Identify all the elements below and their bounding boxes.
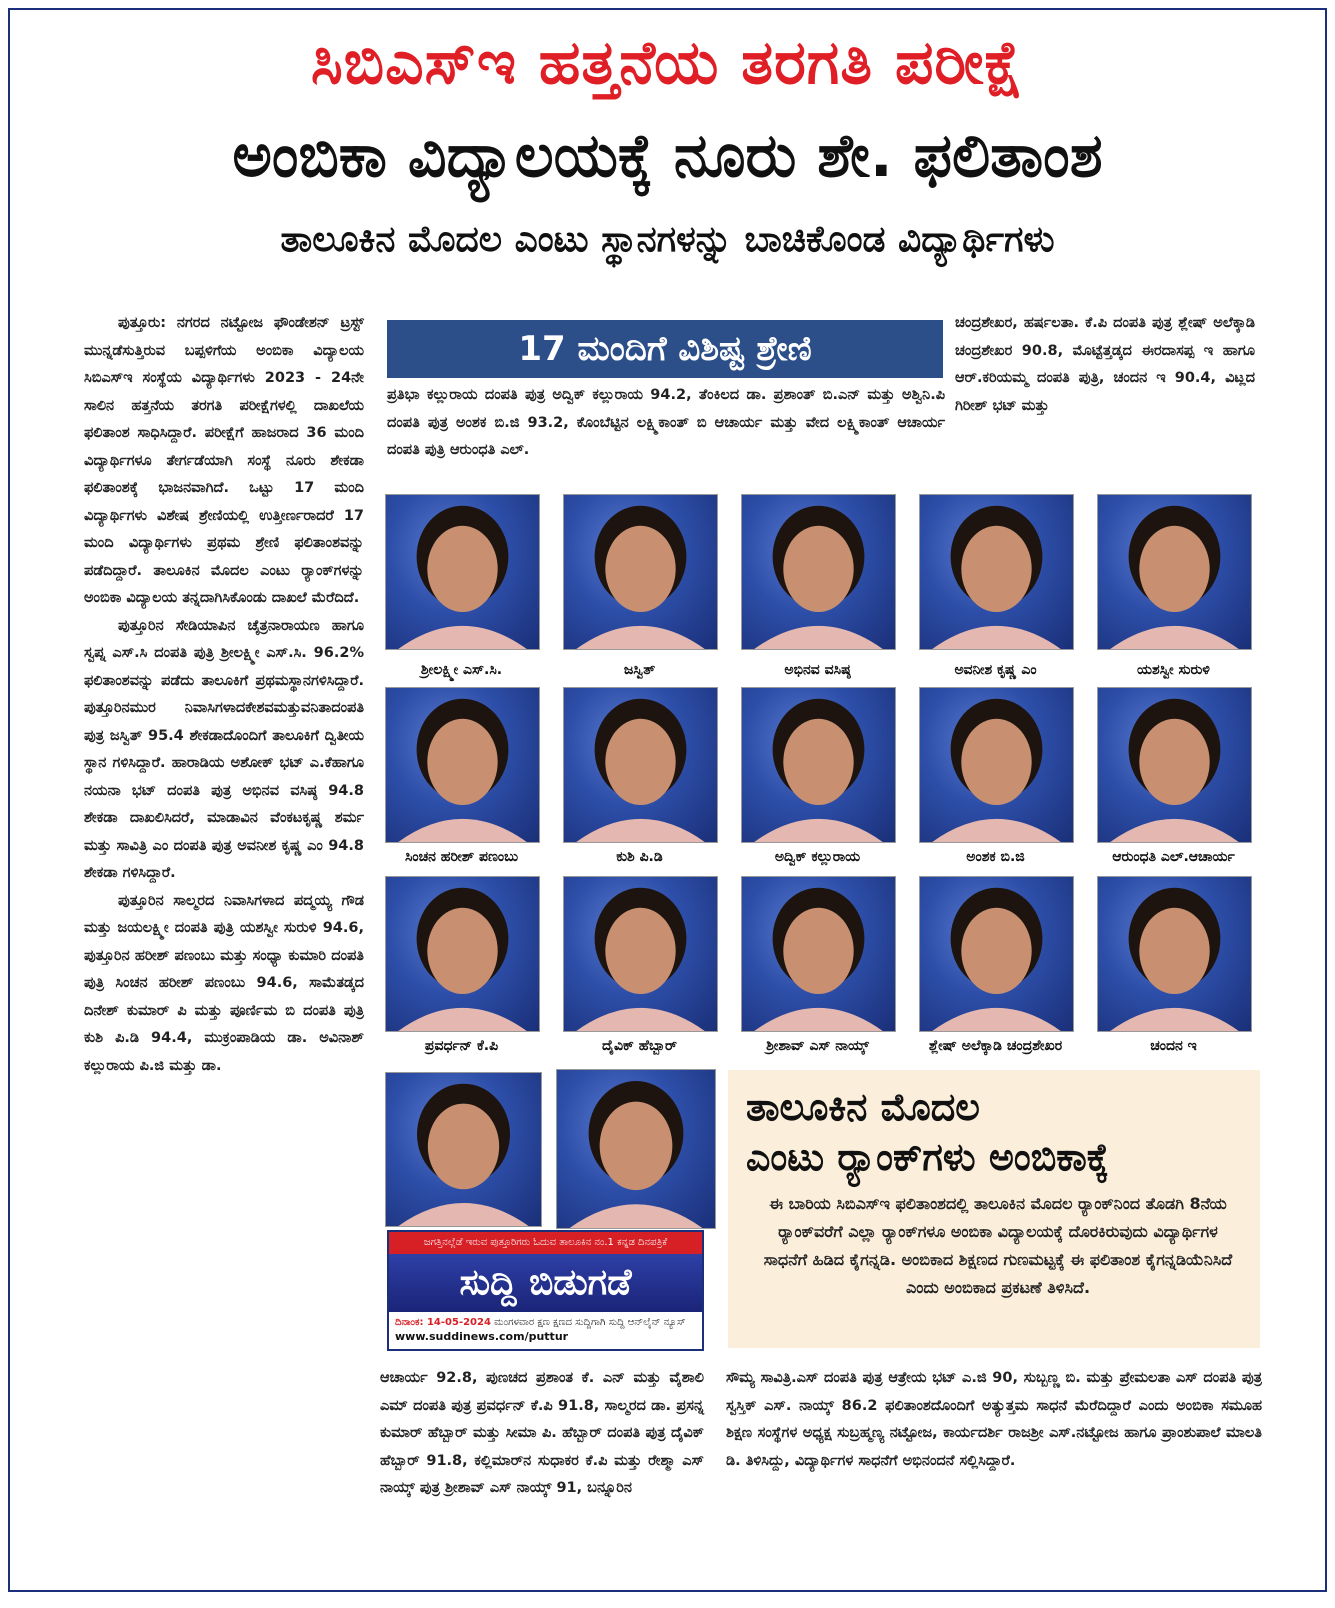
student-photo [385, 1072, 542, 1227]
student-photo [919, 687, 1074, 843]
student-photo [385, 494, 540, 650]
portrait-silhouette [564, 688, 717, 842]
shirt-shape [754, 626, 883, 649]
face-shape [961, 908, 1031, 994]
portrait-silhouette [920, 877, 1073, 1031]
rank-box-text: ಈ ಬಾರಿಯ ಸಿಬಿಎಸ್‌ಇ ಫಲಿತಾಂಶದಲ್ಲಿ ತಾಲೂಕಿನ ಮೊದಲ ರ್‍ಯಾಂಕ್‌ನಿಂದ ತೊಡಗಿ 8ನೆಯ ರ್‍ಯಾಂಕ್‌ವರೆಗೆ ಎಲ್ಲಾ ರ್‍ಯಾಂಕ್‌ಗಳೂ ಅಂಬಿಕಾ ವಿದ್ಯಾಲಯಕ್ಕೆ ದೊರಕಿರುವುದು ವಿದ್ಯಾರ್ಥಿಗಳ ಸಾಧನೆಗೆ ಹಿಡಿದ ಕೈಗನ್ನಡಿ. ಅಂಬಿಕಾದ ಶಿಕ್ಷಣದ ಗುಣಮಟ್ಟಕ್ಕೆ ಈ ಫಲಿತಾಂಶ ಕೈಗನ್ನಡಿಯೆನಿಸಿದೆ ಎಂದು ಅಂಬಿಕಾದ ಪ್ರಕಟಣೆ ತಿಳಿಸಿದೆ. [763, 1194, 1233, 1297]
student-photo [563, 494, 718, 650]
shirt-shape [398, 1203, 528, 1226]
student-photo [1097, 876, 1252, 1032]
shirt-shape [932, 1008, 1061, 1031]
student-photo [385, 687, 540, 843]
student-name: ಪ್ರವರ್ಧನ್ ಕೆ.ಪಿ [424, 1038, 499, 1054]
article-column-3 [955, 310, 1255, 420]
shirt-shape [570, 1204, 703, 1228]
shirt-shape [1110, 626, 1239, 649]
headline-line2: ಅಂಬಿಕಾ ವಿದ್ಯಾಲಯಕ್ಕೆ ನೂರು ಶೇ. ಫಲಿತಾಂಶ [232, 121, 1103, 191]
student-name: ಸಿಂಚನ ಹರೀಶ್ ಪಣಂಬು [404, 849, 519, 865]
shirt-shape [932, 626, 1061, 649]
student-name: ಅಭಿನವ ವಸಿಷ್ಠ [784, 662, 851, 678]
student-photo [919, 494, 1074, 650]
masthead-date: ದಿನಾಂಕ: 14-05-2024 [395, 1317, 491, 1328]
masthead-url: www.suddinews.com/puttur [395, 1330, 569, 1343]
portrait-silhouette [386, 1073, 541, 1226]
shirt-shape [398, 626, 527, 649]
face-shape [428, 1104, 499, 1190]
student-photo [741, 494, 896, 650]
student-photo [563, 687, 718, 843]
portrait-silhouette [557, 1070, 715, 1228]
article-column-4 [726, 1365, 1262, 1475]
student-photo [1097, 687, 1252, 843]
face-shape [427, 908, 497, 994]
face-shape [427, 526, 497, 612]
student-name: ಅವನೀಶ ಕೃಷ್ಣ ಎಂ [954, 662, 1037, 678]
shirt-shape [1110, 1008, 1239, 1031]
shirt-shape [398, 819, 527, 842]
student-photo [556, 1069, 716, 1229]
portrait-silhouette [1098, 877, 1251, 1031]
headline-line1: ಸಿಬಿಎಸ್‌ಇ ಹತ್ತನೆಯ ತರಗತಿ ಪರೀಕ್ಷೆ [310, 28, 1025, 98]
student-name: ಆರುಂಧತಿ ಎಲ್.ಆಚಾರ್ಯ [1112, 849, 1235, 865]
rank-highlight-box [728, 1070, 1260, 1348]
student-photo [385, 876, 540, 1032]
masthead-title: ಸುದ್ದಿ ಬಿಡುಗಡೆ [389, 1254, 702, 1312]
student-name: ದೈವಿಕ್ ಹೆಬ್ಬಾರ್ [602, 1038, 677, 1054]
article-column-2 [380, 1365, 704, 1503]
portrait-silhouette [564, 877, 717, 1031]
student-name: ಚಂದನ ಇ [1150, 1038, 1197, 1054]
paragraph: ಚಂದ್ರಶೇಖರ, ಹರ್ಷಲತಾ. ಕೆ.ಪಿ ದಂಪತಿ ಪುತ್ರ ಶ್ಲೇಷ್ ಅಲೆಕ್ಕಾಡಿ ಚಂದ್ರಶೇಖರ 90.8, ಮೊಟ್ಟೆತ್ತಡ್ಕದ ಈರದಾಸಪ್ಪ ಇ ಹಾಗೂ ಆರ್.ಕರಿಯಮ್ಮ ದಂಪತಿ ಪುತ್ರಿ, ಚಂದನ ಇ 90.4, ವಿಟ್ಲದ ಗಿರೀಶ್ ಭಟ್ ಮತ್ತು [955, 315, 1255, 414]
shirt-shape [932, 819, 1061, 842]
face-shape [783, 908, 853, 994]
student-name: ಅಂಶಕ ಬಿ.ಜಿ [966, 849, 1025, 865]
portrait-silhouette [742, 688, 895, 842]
masthead-tagline: ಜಗತ್ತಿನಲ್ಲೆಡೆ ಇರುವ ಪುತ್ತೂರಿಗರು ಓದುವ ತಾಲೂಕಿನ ನಂ.1 ಕನ್ನಡ ದಿನಪತ್ರಿಕೆ [389, 1232, 702, 1254]
face-shape [1139, 719, 1209, 805]
subheadline: ತಾಲೂಕಿನ ಮೊದಲ ಎಂಟು ಸ್ಥಾನಗಳನ್ನು ಬಾಚಿಕೊಂಡ ವಿದ್ಯಾರ್ಥಿಗಳು [280, 219, 1055, 260]
portrait-silhouette [742, 877, 895, 1031]
paragraph: ಆಚಾರ್ಯ 92.8, ಪುಣಚದ ಪ್ರಶಾಂತ ಕೆ. ಎನ್ ಮತ್ತು ವೈಶಾಲಿ ಎಮ್ ದಂಪತಿ ಪುತ್ರ ಪ್ರವರ್ಧನ್ ಕೆ.ಪಿ 91.8, ಸಾಲ್ಮರದ ಡಾ. ಪ್ರಸನ್ನ ಕುಮಾರ್ ಹೆಬ್ಬಾರ್ ಮತ್ತು ಸೀಮಾ ಪಿ. ಹೆಬ್ಬಾರ್ ದಂಪತಿ ಪುತ್ರ ದೈವಿಕ್ ಹೆಬ್ಬಾರ್ 91.8, ಕಲ್ಲಿಮಾರ್‌ನ ಸುಧಾಕರ ಕೆ.ಪಿ ಮತ್ತು ರೇಶ್ಮಾ ಎಸ್ ನಾಯ್ಕ್ ಪುತ್ರ ಶ್ರೀಶಾವ್ ಎಸ್ ನಾಯ್ಕ್ 91, ಬನ್ನೂರಿನ [380, 1370, 704, 1496]
shirt-shape [576, 1008, 705, 1031]
student-photo [741, 687, 896, 843]
rank-box-title-line1: ತಾಲೂಕಿನ ಮೊದಲ [746, 1085, 980, 1129]
portrait-silhouette [386, 688, 539, 842]
student-name: ಯಶಸ್ವೀ ಸುರುಳಿ [1137, 662, 1210, 678]
face-shape [783, 526, 853, 612]
rank-box-title [746, 1082, 1109, 1182]
face-shape [605, 526, 675, 612]
student-name: ಕುಶಿ ಪಿ.ಡಿ [616, 849, 663, 865]
student-name: ಶ್ರೀಶಾವ್ ಎಸ್ ನಾಯ್ಕ್ [766, 1038, 869, 1054]
masthead-day: ಮಂಗಳವಾರ [494, 1317, 535, 1328]
student-photo [563, 876, 718, 1032]
shirt-shape [398, 1008, 527, 1031]
masthead-slogan: ಕ್ಷಣ ಕ್ಷಣದ ಸುದ್ದಿಗಾಗಿ ಸುದ್ದಿ ಆನ್‌ಲೈನ್ ನ್ಯೂಸ್ [537, 1317, 686, 1328]
shirt-shape [1110, 819, 1239, 842]
student-photo [1097, 494, 1252, 650]
paragraph: ಪುತ್ತೂರು: ನಗರದ ನಟ್ಟೋಜ ಫೌಂಡೇಶನ್ ಟ್ರಸ್ಟ್ ಮುನ್ನಡೆಸುತ್ತಿರುವ ಬಪ್ಪಳಿಗೆಯ ಅಂಬಿಕಾ ವಿದ್ಯಾಲಯ ಸಿಬಿಎಸ್‌ಇ ಸಂಸ್ಥೆಯ ವಿದ್ಯಾರ್ಥಿಗಳು 2023 - 24ನೇ ಸಾಲಿನ ಹತ್ತನೆಯ ತರಗತಿ ಪರೀಕ್ಷೆಗಳಲ್ಲಿ ದಾಖಲೆಯ ಫಲಿತಾಂಶ ಸಾಧಿಸಿದ್ದಾರೆ. ಪರೀಕ್ಷೆಗೆ ಹಾಜರಾದ 36 ಮಂದಿ ವಿದ್ಯಾರ್ಥಿಗಳೂ ತೇರ್ಗಡೆಯಾಗಿ ಸಂಸ್ಥೆ ನೂರು ಶೇಕಡಾ ಫಲಿತಾಂಶಕ್ಕೆ ಭಾಜನವಾಗಿದೆ. ಒಟ್ಟು 17 ಮಂದಿ ವಿದ್ಯಾರ್ಥಿಗಳು ವಿಶೇಷ ಶ್ರೇಣಿಯಲ್ಲಿ ಉತ್ತೀರ್ಣರಾದರೆ 17 ಮಂದಿ ವಿದ್ಯಾರ್ಥಿಗಳು ಪ್ರಥಮ ಶ್ರೇಣಿ ಫಲಿತಾಂಶವನ್ನು ಪಡೆದಿದ್ದಾರೆ. ತಾಲೂಕಿನ ಮೊದಲ ಎಂಟು ರ್‍ಯಾಂಕ್‌ಗಳನ್ನು ಅಂಬಿಕಾ ವಿದ್ಯಾಲಯ ತನ್ನದಾಗಿಸಿಕೊಂಡು ದಾಖಲೆ ಮೆರೆದಿದೆ. [84, 315, 364, 606]
portrait-silhouette [1098, 495, 1251, 649]
student-name: ಶ್ಲೇಷ್ ಅಲೆಕ್ಕಾಡಿ ಚಂದ್ರಶೇಖರ [928, 1038, 1063, 1054]
student-name: ಶ್ರೀಲಕ್ಷ್ಮೀ ಎಸ್.ಸಿ. [420, 662, 503, 678]
shirt-shape [576, 819, 705, 842]
masthead-info [395, 1316, 695, 1345]
student-photo [919, 876, 1074, 1032]
student-name: ಅದ್ವಿಕ್ ಕಲ್ಲುರಾಯ [774, 849, 861, 865]
article-column-1 [84, 310, 364, 1080]
paragraph: ಸೌಮ್ಯ ಸಾವಿತ್ರಿ.ಎಸ್ ದಂಪತಿ ಪುತ್ರ ಆತ್ರೇಯ ಭಟ್ ಎ.ಜಿ 90, ಸುಬ್ಬಣ್ಣ ಬಿ. ಮತ್ತು ಪ್ರೇಮಲತಾ ಎಸ್ ದಂಪತಿ ಪುತ್ರ ಸ್ವಸ್ತಿಕ್ ಎಸ್. ನಾಯ್ಕ್ 86.2 ಫಲಿತಾಂಶದೊಂದಿಗೆ ಅತ್ಯುತ್ತಮ ಸಾಧನೆ ಮೆರೆದಿದ್ದಾರೆ ಎಂದು ಅಂಬಿಕಾ ಸಮೂಹ ಶಿಕ್ಷಣ ಸಂಸ್ಥೆಗಳ ಅಧ್ಯಕ್ಷ ಸುಬ್ರಹ್ಮಣ್ಯ ನಟ್ಟೋಜ, ಕಾರ್ಯದರ್ಶಿ ರಾಜಶ್ರೀ ಎಸ್.ನಟ್ಟೋಜ ಹಾಗೂ ಪ್ರಾಂಶುಪಾಲೆ ಮಾಲತಿ ಡಿ. ತಿಳಿಸಿದ್ದು, ವಿದ್ಯಾರ್ಥಿಗಳ ಸಾಧನೆಗೆ ಅಭಿನಂದನೆ ಸಲ್ಲಿಸಿದ್ದಾರೆ. [726, 1370, 1262, 1469]
newspaper-page [8, 8, 1327, 1592]
rank-box-title-line2: ಎಂಟು ರ್‍ಯಾಂಕ್‌ಗಳು ಅಂಬಿಕಾಕ್ಕೆ [746, 1135, 1110, 1179]
paragraph: ಪುತ್ತೂರಿನ ಸಾಲ್ಮರದ ನಿವಾಸಿಗಳಾದ ಪದ್ಮಯ್ಯ ಗೌಡ ಮತ್ತು ಜಯಲಕ್ಷ್ಮೀ ದಂಪತಿ ಪುತ್ರಿ ಯಶಸ್ವೀ ಸುರುಳಿ 94.6, ಪುತ್ತೂರಿನ ಹರೀಶ್ ಪಣಂಬು ಮತ್ತು ಸಂಧ್ಯಾ ಕುಮಾರಿ ದಂಪತಿ ಪುತ್ರಿ ಸಿಂಚನ ಹರೀಶ್ ಪಣಂಬು 94.6, ಸಾಮೆತಡ್ಕದ ದಿನೇಶ್ ಕುಮಾರ್ ಪಿ ಮತ್ತು ಪೂರ್ಣಿಮ ಬಿ ದಂಪತಿ ಪುತ್ರಿ ಕುಶಿ ಪಿ.ಡಿ 94.4, ಮುಕ್ರಂಪಾಡಿಯ ಡಾ. ಅವಿನಾಶ್ ಕಲ್ಲುರಾಯ ಪಿ.ಜಿ ಮತ್ತು ಡಾ. [84, 892, 364, 1074]
shirt-shape [576, 626, 705, 649]
face-shape [961, 719, 1031, 805]
face-shape [427, 719, 497, 805]
portrait-silhouette [1098, 688, 1251, 842]
portrait-silhouette [742, 495, 895, 649]
portrait-silhouette [386, 495, 539, 649]
face-shape [1139, 526, 1209, 612]
face-shape [961, 526, 1031, 612]
intro-text: ಪ್ರತಿಭಾ ಕಲ್ಲುರಾಯ ದಂಪತಿ ಪುತ್ರ ಅದ್ವಿಕ್ ಕಲ್ಲುರಾಯ 94.2, ತೆಂಕಿಲದ ಡಾ. ಪ್ರಶಾಂತ್ ಬಿ.ಎನ್ ಮತ್ತು ಅಶ್ವಿನಿ.ಪಿ ದಂಪತಿ ಪುತ್ರ ಅಂಶಕ ಬಿ.ಜಿ 93.2, ಕೊಂಬೆಟ್ಟಿನ ಲಕ್ಷ್ಮಿಕಾಂತ್ ಬಿ ಆಚಾರ್ಯ ಮತ್ತು ವೇದ ಲಕ್ಷ್ಮಿಕಾಂತ್ ಆಚಾರ್ಯ ದಂಪತಿ ಪುತ್ರಿ ಆರುಂಧತಿ ಎಲ್. [387, 387, 945, 458]
face-shape [605, 908, 675, 994]
student-name: ಜಸ್ವಿತ್ [623, 662, 656, 678]
portrait-silhouette [386, 877, 539, 1031]
portrait-silhouette [920, 495, 1073, 649]
paragraph: ಪುತ್ತೂರಿನ ಸೇಡಿಯಾಪಿನ ಚೈತ್ರನಾರಾಯಣ ಹಾಗೂ ಸ್ವಪ್ನ ಎಸ್.ಸಿ ದಂಪತಿ ಪುತ್ರಿ ಶ್ರೀಲಕ್ಷ್ಮೀ ಎಸ್.ಸಿ. 96.2% ಫಲಿತಾಂಶವನ್ನು ಪಡೆದು ತಾಲೂಕಿಗೆ ಪ್ರಥಮಸ್ಥಾನಗಳಿಸಿದ್ದಾರೆ. ಪುತ್ತೂರಿನಮುರ ನಿವಾಸಿಗಳಾದಕೇಶವಮತ್ತುವನಿತಾದಂಪತಿ ಪುತ್ರ ಜಸ್ವಿತ್ 95.4 ಶೇಕಡಾದೊಂದಿಗೆ ತಾಲೂಕಿಗೆ ದ್ವಿತೀಯ ಸ್ಥಾನ ಗಳಿಸಿದ್ದಾರೆ. ಹಾರಾಡಿಯ ಅಶೋಕ್ ಭಟ್ ಎ.ಕೆಹಾಗೂ ನಯನಾ ಭಟ್ ದಂಪತಿ ಪುತ್ರ ಅಭಿನವ ವಸಿಷ್ಠ 94.8 ಶೇಕಡಾ ದಾಖಲಿಸಿದರೆ, ಮಾಡಾವಿನ ವೆಂಕಟಕೃಷ್ಣ ಶರ್ಮ ಮತ್ತು ಸಾವಿತ್ರಿ ಎಂ ದಂಪತಿ ಪುತ್ರ ಅವನೀಶ ಕೃಷ್ಣ ಎಂ 94.8 ಶೇಕಡಾ ಗಳಿಸಿದ್ದಾರೆ. [84, 617, 364, 881]
face-shape [783, 719, 853, 805]
portrait-silhouette [920, 688, 1073, 842]
face-shape [1139, 908, 1209, 994]
portrait-silhouette [564, 495, 717, 649]
special-class-banner: 17 ಮಂದಿಗೆ ವಿಶಿಷ್ಟ ಶ್ರೇಣಿ [387, 320, 943, 378]
face-shape [600, 1102, 673, 1190]
newspaper-masthead [387, 1230, 704, 1351]
face-shape [605, 719, 675, 805]
shirt-shape [754, 819, 883, 842]
student-photo [741, 876, 896, 1032]
shirt-shape [754, 1008, 883, 1031]
